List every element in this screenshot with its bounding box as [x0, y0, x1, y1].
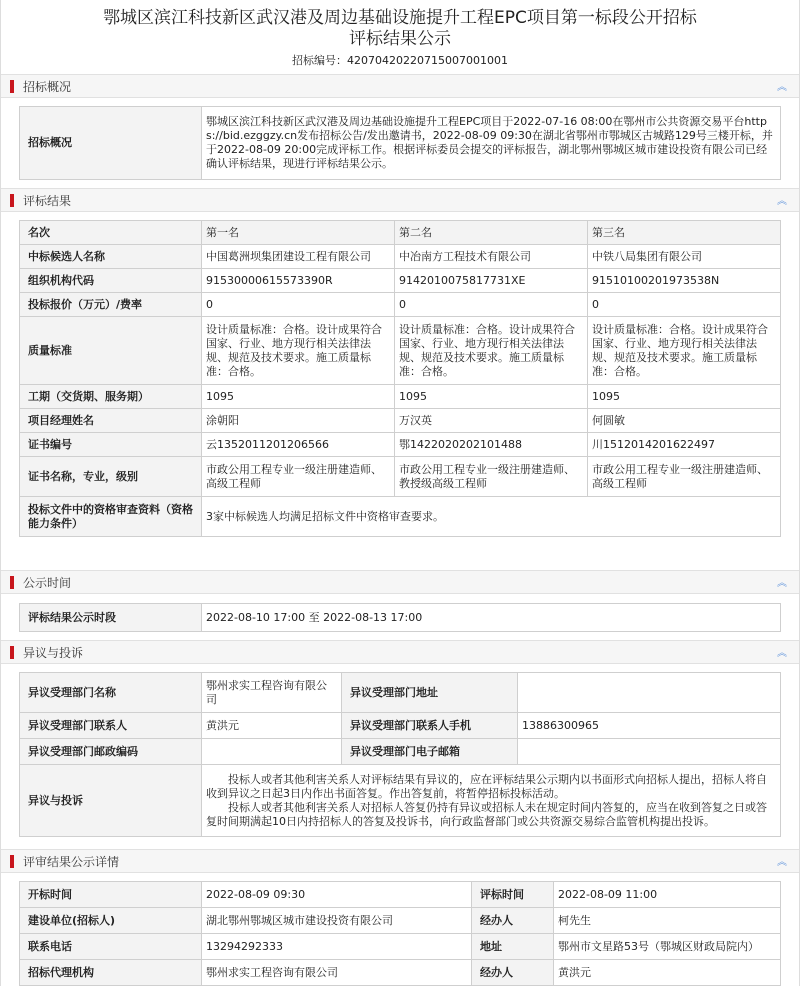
- section-marker: [10, 855, 14, 868]
- dept-name-label: 异议受理部门名称: [20, 673, 202, 713]
- row-label: 投标报价（万元）/费率: [20, 293, 202, 317]
- page-title-line2: 评标结果公示: [349, 29, 451, 49]
- zip-label: 异议受理部门邮政编码: [20, 739, 202, 765]
- objection-table: [19, 672, 781, 837]
- chevron-up-icon[interactable]: ︽: [777, 578, 787, 589]
- detail-table: [19, 881, 781, 986]
- contact-value: 黄洪元: [202, 713, 342, 739]
- row-label: 组织机构代码: [20, 269, 202, 293]
- candidate-1-cell: 91530000615573390R: [202, 269, 395, 293]
- section-detail-header: [1, 849, 799, 873]
- table-row: [20, 457, 781, 497]
- owner-value: 湖北鄂州鄂城区城市建设投资有限公司: [202, 908, 472, 934]
- section-publicity-header: [1, 570, 799, 594]
- candidate-2-cell: 9142010075817731XE: [395, 269, 588, 293]
- section-title: 招标概况: [23, 79, 72, 94]
- table-row: [20, 385, 781, 409]
- zip-value: [202, 739, 342, 765]
- addr-value: 鄂州市文星路53号（鄂城区财政局院内）: [554, 934, 781, 960]
- candidate-1-cell: 第一名: [202, 221, 395, 245]
- overview-label: 招标概况: [20, 107, 202, 180]
- owner-label: 建设单位(招标人): [20, 908, 202, 934]
- phone-value: 13886300965: [518, 713, 781, 739]
- detail-box: [1, 873, 799, 986]
- row-label: 中标候选人名称: [20, 245, 202, 269]
- section-objection-header: [1, 640, 799, 664]
- section-marker: [10, 646, 14, 659]
- row-label: 质量标准: [20, 317, 202, 385]
- candidate-2-cell: 第二名: [395, 221, 588, 245]
- handler2-value: 黄洪元: [554, 960, 781, 986]
- open-time-label: 开标时间: [20, 882, 202, 908]
- candidate-1-cell: 1095: [202, 385, 395, 409]
- publicity-table: [19, 603, 781, 632]
- page-header: [1, 0, 799, 74]
- handler-label: 经办人: [472, 908, 554, 934]
- candidate-2-cell: 万汉英: [395, 409, 588, 433]
- row-label: 工期（交货期、服务期）: [20, 385, 202, 409]
- candidate-3-cell: 中铁八局集团有限公司: [588, 245, 781, 269]
- table-row: [20, 269, 781, 293]
- table-row: [20, 221, 781, 245]
- candidate-1-cell: 0: [202, 293, 395, 317]
- tel-value: 13294292333: [202, 934, 472, 960]
- candidate-2-cell: 市政公用工程专业一级注册建造师、教授级高级工程师: [395, 457, 588, 497]
- row-label: 项目经理姓名: [20, 409, 202, 433]
- qual-label: 投标文件中的资格审查资料（资格能力条件）: [20, 497, 202, 537]
- complaint-label: 异议与投诉: [20, 765, 202, 837]
- candidate-3-cell: 设计质量标准：合格。设计成果符合国家、行业、地方现行相关法律法规、规范及技术要求。施工质量标准：合格。: [588, 317, 781, 385]
- complaint-text: [202, 765, 781, 837]
- dept-addr-value: [518, 673, 781, 713]
- candidate-2-cell: 中冶南方工程技术有限公司: [395, 245, 588, 269]
- section-result-header: [1, 188, 799, 212]
- candidate-3-cell: 川1512014201622497: [588, 433, 781, 457]
- table-row: [20, 293, 781, 317]
- dept-addr-label: 异议受理部门地址: [342, 673, 518, 713]
- section-title: 异议与投诉: [23, 645, 84, 660]
- complaint-paragraph-1: 投标人或者其他利害关系人对评标结果有异议的，应在评标结果公示期内以书面形式向招标人提出，招标人将自收到异议之日起3日内作出书面答复。作出答复前，将暂停招标投标活动。: [206, 772, 767, 800]
- candidate-3-cell: 0: [588, 293, 781, 317]
- complaint-paragraph-2: 投标人或者其他利害关系人对招标人答复仍持有异议或招标人未在规定时间内答复的，应当在收到答复之日或答复时间期满起10日内持招标人的答复及投诉书，向行政监督部门或公共资源交易综合监管机构提出投诉。: [206, 800, 767, 828]
- section-marker: [10, 194, 14, 207]
- candidate-3-cell: 第三名: [588, 221, 781, 245]
- objection-box: [1, 664, 799, 849]
- section-marker: [10, 576, 14, 589]
- candidate-1-cell: 市政公用工程专业一级注册建造师、高级工程师: [202, 457, 395, 497]
- publicity-value: 2022-08-10 17:00 至 2022-08-13 17:00: [202, 604, 781, 632]
- publicity-box: [1, 594, 799, 640]
- qual-value: 3家中标候选人均满足招标文件中资格审查要求。: [202, 497, 781, 537]
- table-row: [20, 245, 781, 269]
- table-row: [20, 317, 781, 385]
- contact-label: 异议受理部门联系人: [20, 713, 202, 739]
- agent-label: 招标代理机构: [20, 960, 202, 986]
- candidate-2-cell: 0: [395, 293, 588, 317]
- candidate-3-cell: 何圆敏: [588, 409, 781, 433]
- section-marker: [10, 80, 14, 93]
- eval-time-label: 评标时间: [472, 882, 554, 908]
- result-table: [19, 220, 781, 537]
- candidate-3-cell: 91510100201973538N: [588, 269, 781, 293]
- table-row: [20, 433, 781, 457]
- addr-label: 地址: [472, 934, 554, 960]
- row-label: 证书名称，专业，级别: [20, 457, 202, 497]
- chevron-up-icon[interactable]: ︽: [777, 82, 787, 93]
- candidate-1-cell: 设计质量标准：合格。设计成果符合国家、行业、地方现行相关法律法规、规范及技术要求。施工质量标准：合格。: [202, 317, 395, 385]
- overview-text: 鄂城区滨江科技新区武汉港及周边基础设施提升工程EPC项目于2022-07-16 08:00在鄂州市公共资源交易平台https://bid.ezggzy.cn发布招标公告/发出邀请书，2022-08-09 09:30在湖北省鄂州市鄂城区古城路129号三楼开标，并于2022-08-09 20:00完成评标工作。根据评标委员会提交的评标报告，湖北鄂州鄂城区城市建设投资有限公司已经确认评标结果，现进行评标结果公示。: [202, 107, 781, 180]
- candidate-3-cell: 市政公用工程专业一级注册建造师、高级工程师: [588, 457, 781, 497]
- chevron-up-icon[interactable]: ︽: [777, 648, 787, 659]
- overview-table: [19, 106, 781, 180]
- section-title: 评标结果: [23, 193, 72, 208]
- eval-time-value: 2022-08-09 11:00: [554, 882, 781, 908]
- result-box: [1, 212, 799, 570]
- candidate-1-cell: 云1352011201206566: [202, 433, 395, 457]
- row-label: 名次: [20, 221, 202, 245]
- section-title: 评审结果公示详情: [23, 854, 120, 869]
- section-overview-header: [1, 74, 799, 98]
- section-title: 公示时间: [23, 575, 72, 590]
- overview-box: [1, 98, 799, 188]
- row-label: 证书编号: [20, 433, 202, 457]
- phone-label: 异议受理部门联系人手机: [342, 713, 518, 739]
- handler-value: 柯先生: [554, 908, 781, 934]
- open-time-value: 2022-08-09 09:30: [202, 882, 472, 908]
- candidate-3-cell: 1095: [588, 385, 781, 409]
- candidate-2-cell: 鄂1422020202101488: [395, 433, 588, 457]
- agent-value: 鄂州求实工程咨询有限公司: [202, 960, 472, 986]
- page-title-line1: 鄂城区滨江科技新区武汉港及周边基础设施提升工程EPC项目第一标段公开招标: [103, 8, 697, 28]
- email-label: 异议受理部门电子邮箱: [342, 739, 518, 765]
- handler2-label: 经办人: [472, 960, 554, 986]
- chevron-up-icon[interactable]: ︽: [777, 196, 787, 207]
- dept-name-value: 鄂州求实工程咨询有限公司: [202, 673, 342, 713]
- candidate-1-cell: 中国葛洲坝集团建设工程有限公司: [202, 245, 395, 269]
- tender-code: 招标编号：420704202207150070010​01: [292, 54, 508, 67]
- candidate-2-cell: 设计质量标准：合格。设计成果符合国家、行业、地方现行相关法律法规、规范及技术要求。施工质量标准：合格。: [395, 317, 588, 385]
- publicity-label: 评标结果公示时段: [20, 604, 202, 632]
- table-row: [20, 409, 781, 433]
- candidate-2-cell: 1095: [395, 385, 588, 409]
- candidate-1-cell: 涂朝阳: [202, 409, 395, 433]
- chevron-up-icon[interactable]: ︽: [777, 857, 787, 868]
- tel-label: 联系电话: [20, 934, 202, 960]
- email-value: [518, 739, 781, 765]
